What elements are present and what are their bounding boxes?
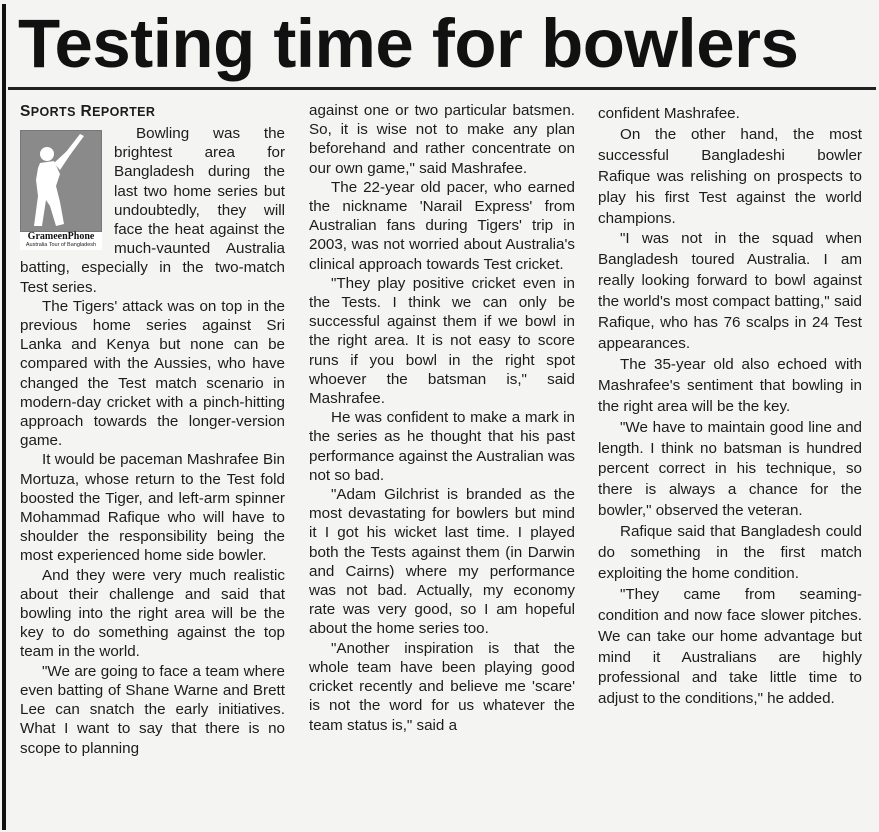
col1-para-2: The Tigers' attack was on top in the previous home series against Sri Lanka and Kenya but none can be compared with the Aussies, who have changed the Test match scenario in modern-day cricket with a pinch-hitting approach towards the longer-version game. [20,297,285,450]
col1-para-3: It would be paceman Mashrafee Bin Mortuza, whose return to the Test fold boosted the Tiger, and left-arm spinner Mohammad Rafique who will have to shoulder the responsibility being the most experienced home side bowler. [20,451,285,565]
col3-para-6: Rafique said that Bangladesh could do something in the first match exploiting the home condition. [598,523,862,582]
col1-para-1: Bowling was the brightest area for Bangladesh during the last two home series but undoubtedly, they will face the heat against the much-vaunted Australia batting, especially in the two-match Test series. [20,125,285,296]
col3-para-4: The 35-year old also echoed with Mashrafee's sentiment that bowling in the right area will be the key. [598,355,862,415]
byline-rest-2: EPORTER [92,105,156,119]
headline: Testing time for bowlers [18,5,799,82]
col3-para-7: "They came from seaming-condition and now face slower pitches. We can take our home advantage but mind it Australians are highly professional and take little time to adjust to the conditions," he added. [598,585,862,708]
article-column-3 [598,104,862,710]
col2-para-4: He was confident to make a mark in the series as he thought that his past performance against the Australian was not so bad. [309,409,575,484]
col2-para-2: The 22-year old pacer, who earned the nickname 'Narail Express' from Australian fans during Tigers' trip in 2003, was not worried about Australia's clinical approach towards Test cricket. [309,178,575,273]
byline-rest-1: PORTS [30,105,76,119]
col2-para-5: "Adam Gilchrist is branded as the most devastating for bowlers but mind it I got his wicket last time. I played both the Tests against them (in Darwin and Cairns) where my performance was not bad. Actually, my economy rate was very good, so I am hopeful about the home series too. [309,486,575,638]
byline-initial-2: R [80,103,93,120]
col2-para-6: "Another inspiration is that the whole team have been playing good cricket recently and believe me 'scare' is not the word for us whatever the team status is," said a [309,639,575,734]
sponsor-tagline: Australia Tour of Bangladesh [25,242,97,248]
left-column-rule [2,4,6,830]
col3-para-1: confident Mashrafee. [598,105,740,122]
byline-initial-1: S [20,103,31,120]
sponsor-brand: GrameenPhone [27,231,95,242]
col1-para-4: And they were very much realistic about their challenge and said that bowling into the right area will be the key to do something against the top team in the world. [20,566,285,661]
col3-para-5: "We have to maintain good line and length. I think no batsman is hundred percent correct in his technique, so there is always a chance for the bowler," observed the veteran. [598,418,862,520]
col3-para-2: On the other hand, the most successful Bangladeshi bowler Rafique was relishing on prospects to play his first Test against the world champions. [598,125,862,227]
col2-para-3: "They play positive cricket even in the Tests. I think we can only be successful against them if we bowl in the right area. It is not easy to score runs if you bowl in the right spot whoever the batsman is," said Mashrafee. [309,274,575,408]
col2-para-1: against one or two particular batsmen. So, it is wise not to make any plan beforehand and rather concentrate on our own game," said Mashrafee. [309,102,575,177]
sponsor-logo [20,130,102,250]
byline [20,102,285,124]
col3-para-3: "I was not in the squad when Bangladesh toured Australia. I am really looking forward to bowl against the world's most compact batting," said Rafique, who has 76 scalps in 24 Test appearances. [598,230,862,352]
col1-para-5: "We are going to face a team where even batting of Shane Warne and Brett Lee can snatch the early initiatives. What I want to say that there is no scope to planning [20,662,285,757]
batsman-silhouette-icon [20,130,102,230]
article-column-2 [309,101,575,735]
headline-rule [8,87,876,90]
article-column-1 [20,100,285,758]
